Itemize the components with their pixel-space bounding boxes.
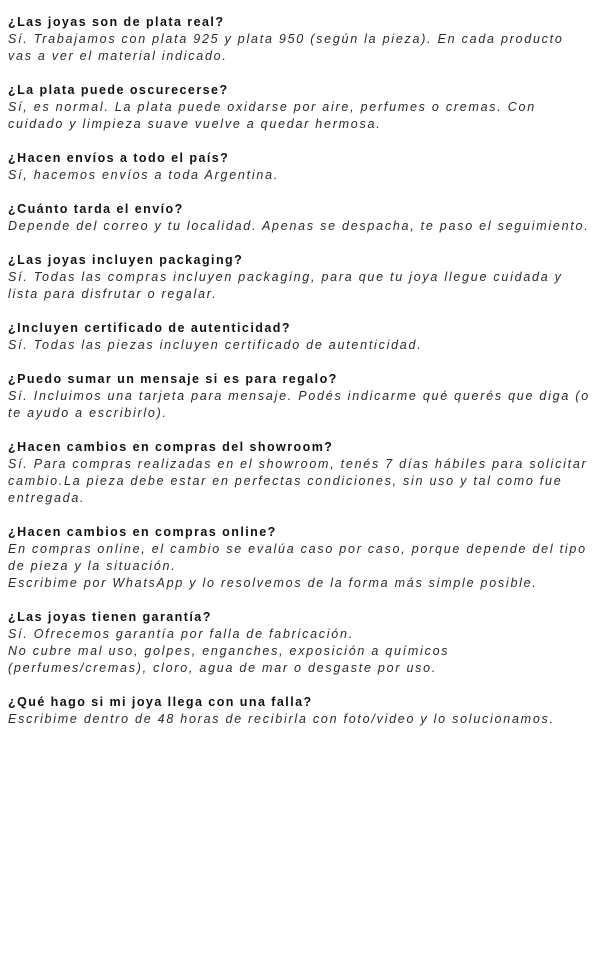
faq-answer-line: (perfumes/cremas), cloro, agua de mar o desgaste por uso. (8, 661, 438, 675)
faq-item-tiempo-envio (8, 201, 614, 235)
faq-item-packaging (8, 252, 614, 303)
faq-question: ¿Puedo sumar un mensaje si es para regalo? (8, 372, 338, 386)
faq-answer-line: entregada. (8, 491, 86, 505)
faq-answer-line: lista para disfrutar o regalar. (8, 287, 218, 301)
faq-item-plata-real (8, 14, 614, 65)
faq-answer-line: cambio.La pieza debe estar en perfectas condiciones, sin uso y tal como fue (8, 474, 563, 488)
faq-list (8, 14, 614, 745)
faq-answer-line: Sí. Ofrecemos garantía por falla de fabricación. (8, 627, 354, 641)
faq-item-cambios-showroom (8, 439, 614, 507)
faq-answer-line: de pieza y la situación. (8, 559, 177, 573)
faq-item-falla (8, 694, 614, 728)
faq-question: ¿Hacen cambios en compras del showroom? (8, 440, 334, 454)
faq-item-garantia (8, 609, 614, 677)
faq-answer-line: Escribime por WhatsApp y lo resolvemos de la forma más simple posible. (8, 576, 538, 590)
faq-answer-line: No cubre mal uso, golpes, enganches, exposición a químicos (8, 644, 450, 658)
faq-item-oscurecerse (8, 82, 614, 133)
faq-answer-line: Sí. Trabajamos con plata 925 y plata 950 (según la pieza). En cada producto (8, 32, 564, 46)
faq-item-envios (8, 150, 614, 184)
faq-question: ¿Las joyas incluyen packaging? (8, 253, 244, 267)
faq-answer-line: Sí. Para compras realizadas en el showroom, tenés 7 días hábiles para solicitar (8, 457, 588, 471)
faq-answer-line: Escribime dentro de 48 horas de recibirla con foto/video y lo solucionamos. (8, 712, 555, 726)
faq-item-certificado (8, 320, 614, 354)
faq-answer-line: En compras online, el cambio se evalúa caso por caso, porque depende del tipo (8, 542, 587, 556)
faq-answer-line: te ayudo a escribirlo). (8, 406, 168, 420)
faq-question: ¿Qué hago si mi joya llega con una falla? (8, 695, 313, 709)
faq-item-cambios-online (8, 524, 614, 592)
faq-answer-line: Sí. Todas las compras incluyen packaging, para que tu joya llegue cuidada y (8, 270, 563, 284)
faq-question: ¿Cuánto tarda el envío? (8, 202, 184, 216)
faq-answer-line: Sí. Incluimos una tarjeta para mensaje. Podés indicarme qué querés que diga (o (8, 389, 590, 403)
faq-answer-line: cuidado y limpieza suave vuelve a quedar hermosa. (8, 117, 382, 131)
faq-question: ¿La plata puede oscurecerse? (8, 83, 229, 97)
faq-answer-line: Depende del correo y tu localidad. Apenas se despacha, te paso el seguimiento. (8, 219, 590, 233)
faq-item-mensaje-regalo (8, 371, 614, 422)
faq-answer-line: Sí, hacemos envíos a toda Argentina. (8, 168, 279, 182)
faq-question: ¿Las joyas tienen garantía? (8, 610, 212, 624)
faq-question: ¿Hacen envíos a todo el país? (8, 151, 230, 165)
faq-answer-line: Sí, es normal. La plata puede oxidarse por aire, perfumes o cremas. Con (8, 100, 536, 114)
faq-question: ¿Hacen cambios en compras online? (8, 525, 277, 539)
faq-answer-line: vas a ver el material indicado. (8, 49, 228, 63)
faq-answer-line: Sí. Todas las piezas incluyen certificado de autenticidad. (8, 338, 423, 352)
faq-question: ¿Incluyen certificado de autenticidad? (8, 321, 291, 335)
faq-question: ¿Las joyas son de plata real? (8, 15, 225, 29)
